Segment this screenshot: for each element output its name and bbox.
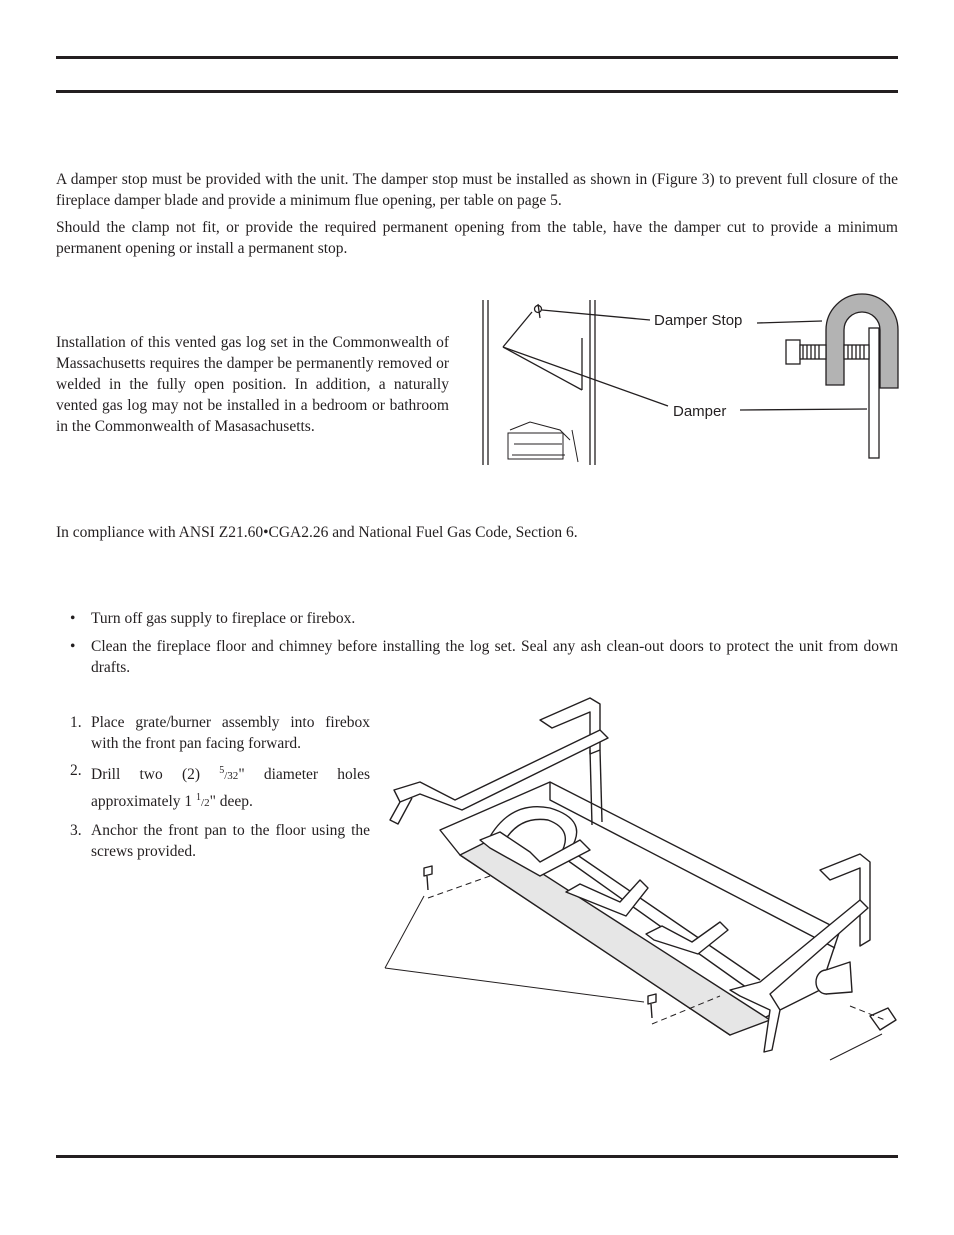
list-item <box>56 712 370 754</box>
fraction-denominator: /2 <box>201 797 210 809</box>
fraction-denominator: /32 <box>224 770 239 782</box>
log-set-in-fireplace <box>508 422 578 462</box>
step-text: Place grate/burner assembly into firebox with the front pan facing forward. <box>91 714 370 752</box>
step-text-part: Drill two (2) <box>91 766 220 783</box>
footer-rule <box>56 1155 898 1158</box>
step-number: 1. <box>70 714 82 731</box>
list-item <box>56 608 898 629</box>
list-item-text: Turn off gas supply to fireplace or firebox. <box>91 610 356 627</box>
anchor-screw-right <box>648 994 656 1018</box>
damper-stop-clamp-enlarged <box>786 294 898 458</box>
compliance-text: In compliance with ANSI Z21.60•CGA2.26 and National Fuel Gas Code, Section 6. <box>56 524 578 541</box>
grate-burner-assembly-figure <box>380 690 900 1070</box>
bullet-glyph: • <box>70 610 76 627</box>
damper-label: Damper <box>673 403 727 420</box>
fraction-numerator: 5 <box>219 765 225 776</box>
step-text <box>91 766 370 810</box>
header-rule-bottom <box>56 90 898 93</box>
step-text-part: " diameter holes approximately 1 <box>91 766 371 810</box>
header-rule-top <box>56 56 898 59</box>
installation-steps <box>56 712 370 868</box>
damper-stop-label: Damper Stop <box>654 312 743 329</box>
bullet-glyph: • <box>70 638 76 655</box>
list-item <box>56 760 370 814</box>
preparation-list <box>56 608 898 685</box>
list-item <box>56 820 370 862</box>
fraction-numerator: 1 <box>196 792 202 803</box>
damper-stop-figure <box>470 290 900 470</box>
step-text: Anchor the front pan to the floor using the screws provided. <box>91 822 370 860</box>
step-text-part: " deep. <box>209 793 253 810</box>
list-item <box>56 636 898 678</box>
damper-paragraph-2: Should the clamp not fit, or provide the required permanent opening from the table, have the damper cut to provide a minimum permanent opening or install a permanent stop. <box>56 219 898 257</box>
list-item-text: Clean the fireplace floor and chimney before installing the log set. Seal any ash clean-out doors to protect the unit from down drafts. <box>91 638 898 676</box>
step-number: 3. <box>70 822 82 839</box>
damper-paragraph-1: A damper stop must be provided with the unit. The damper stop must be installed as shown in (Figure 3) to prevent full closure of the fireplace damper blade and provide a minimum flue opening, per table on page 5. <box>56 171 898 209</box>
burner-pan <box>440 782 840 1035</box>
anchor-screw-left <box>424 866 432 890</box>
massachusetts-note: Installation of this vented gas log set in the Commonwealth of Massachusetts requires the damper be permanently removed or welded in the fully open position. In addition, a naturally vented gas log may not be installed in a bedroom or bathroom in the Commonwealth of Masasachusetts. <box>56 334 449 435</box>
step-number: 2. <box>70 762 82 779</box>
